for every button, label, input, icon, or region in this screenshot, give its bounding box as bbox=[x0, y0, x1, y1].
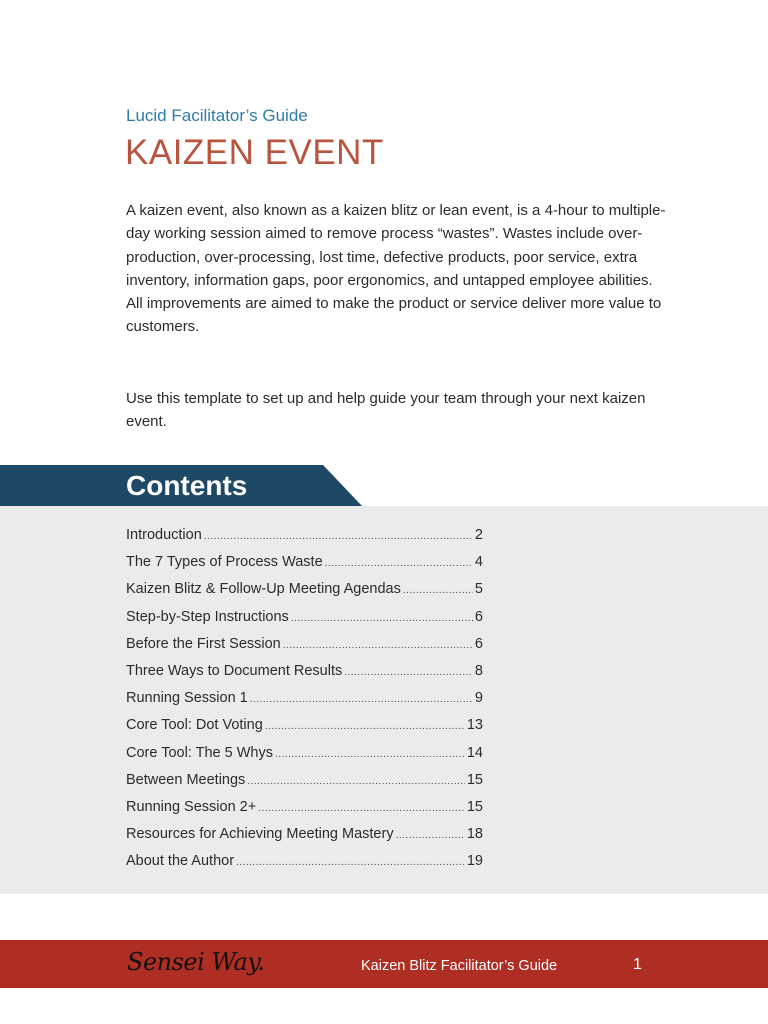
toc-entry[interactable] bbox=[126, 772, 483, 799]
toc-entry-label: Step-by-Step Instructions bbox=[126, 608, 289, 625]
toc-entry-label: Resources for Achieving Meeting Mastery bbox=[126, 826, 394, 843]
toc-dot-leader bbox=[265, 717, 465, 733]
toc-entry-page: 19 bbox=[466, 853, 483, 870]
toc-dot-leader bbox=[344, 663, 473, 679]
toc-entry-page: 15 bbox=[466, 798, 483, 815]
toc-entry-label: Between Meetings bbox=[126, 771, 246, 788]
toc-entry-page: 4 bbox=[474, 554, 483, 571]
toc-entry-label: Core Tool: The 5 Whys bbox=[126, 744, 273, 761]
document-subtitle: Lucid Facilitator’s Guide bbox=[126, 106, 308, 125]
toc-entry-page: 9 bbox=[474, 690, 483, 707]
toc-dot-leader bbox=[247, 772, 465, 788]
toc-entry[interactable] bbox=[126, 853, 483, 880]
toc-dot-leader bbox=[258, 799, 465, 815]
toc-entry-label: Introduction bbox=[126, 527, 202, 543]
toc-entry-page: 2 bbox=[474, 527, 483, 543]
instruction-paragraph: Use this template to set up and help guide your team through your next kaizen event. bbox=[126, 390, 646, 431]
toc-entry-label: Kaizen Blitz & Follow-Up Meeting Agendas bbox=[126, 581, 401, 598]
page-number: 1 bbox=[633, 956, 642, 973]
toc-entry[interactable] bbox=[126, 527, 483, 554]
toc-entry-label: About the Author bbox=[126, 853, 235, 870]
toc-dot-leader bbox=[236, 853, 465, 869]
toc-entry-page: 6 bbox=[474, 608, 483, 625]
toc-entry-page: 13 bbox=[466, 717, 483, 734]
toc-dot-leader bbox=[396, 826, 465, 842]
toc-dot-leader bbox=[275, 745, 465, 761]
toc-entry[interactable] bbox=[126, 799, 483, 826]
toc-dot-leader bbox=[291, 609, 473, 625]
contents-heading: Contents bbox=[126, 470, 248, 501]
toc-entry[interactable] bbox=[126, 554, 483, 581]
toc-entry[interactable] bbox=[126, 609, 483, 636]
toc-entry[interactable] bbox=[126, 826, 483, 853]
toc-dot-leader bbox=[250, 690, 473, 706]
footer-guide-title: Kaizen Blitz Facilitator’s Guide bbox=[361, 958, 558, 974]
toc-entry-page: 15 bbox=[466, 771, 483, 788]
intro-paragraph: A kaizen event, also known as a kaizen blitz or lean event, is a 4-hour to multiple-day working session aimed to remove process “wastes”. Wastes include over-production, over-processing, lost time, defective products, poor service, extra inventory, information gaps, poor ergonomics, and untapped employee abilities. All improvements are aimed to make the product or service deliver more value to customers. bbox=[126, 202, 666, 336]
sensei-way-logo: Sensei Way. bbox=[127, 948, 265, 976]
toc-entry[interactable] bbox=[126, 690, 483, 717]
toc-dot-leader bbox=[325, 554, 473, 570]
document-title: KAIZEN EVENT bbox=[125, 133, 384, 172]
toc-entry-label: Running Session 2+ bbox=[126, 798, 257, 815]
toc-entry-label: Three Ways to Document Results bbox=[126, 662, 343, 679]
toc-entry-page: 5 bbox=[474, 581, 483, 598]
toc-dot-leader bbox=[403, 581, 473, 597]
toc-entry-page: 6 bbox=[474, 635, 483, 652]
toc-entry[interactable] bbox=[126, 636, 483, 663]
toc-entry-label: Running Session 1 bbox=[126, 690, 248, 707]
toc-entry[interactable] bbox=[126, 663, 483, 690]
toc-entry-label: Before the First Session bbox=[126, 635, 281, 652]
toc-entry-page: 14 bbox=[466, 744, 483, 761]
toc-dot-leader bbox=[204, 527, 473, 543]
toc-entry[interactable] bbox=[126, 717, 483, 744]
table-of-contents bbox=[126, 527, 483, 880]
toc-entry-label: Core Tool: Dot Voting bbox=[126, 717, 263, 734]
toc-entry-page: 8 bbox=[474, 662, 483, 679]
toc-dot-leader bbox=[283, 636, 473, 652]
toc-entry-page: 18 bbox=[466, 826, 483, 843]
toc-entry[interactable] bbox=[126, 581, 483, 608]
toc-entry[interactable] bbox=[126, 745, 483, 772]
toc-entry-label: The 7 Types of Process Waste bbox=[126, 554, 323, 571]
